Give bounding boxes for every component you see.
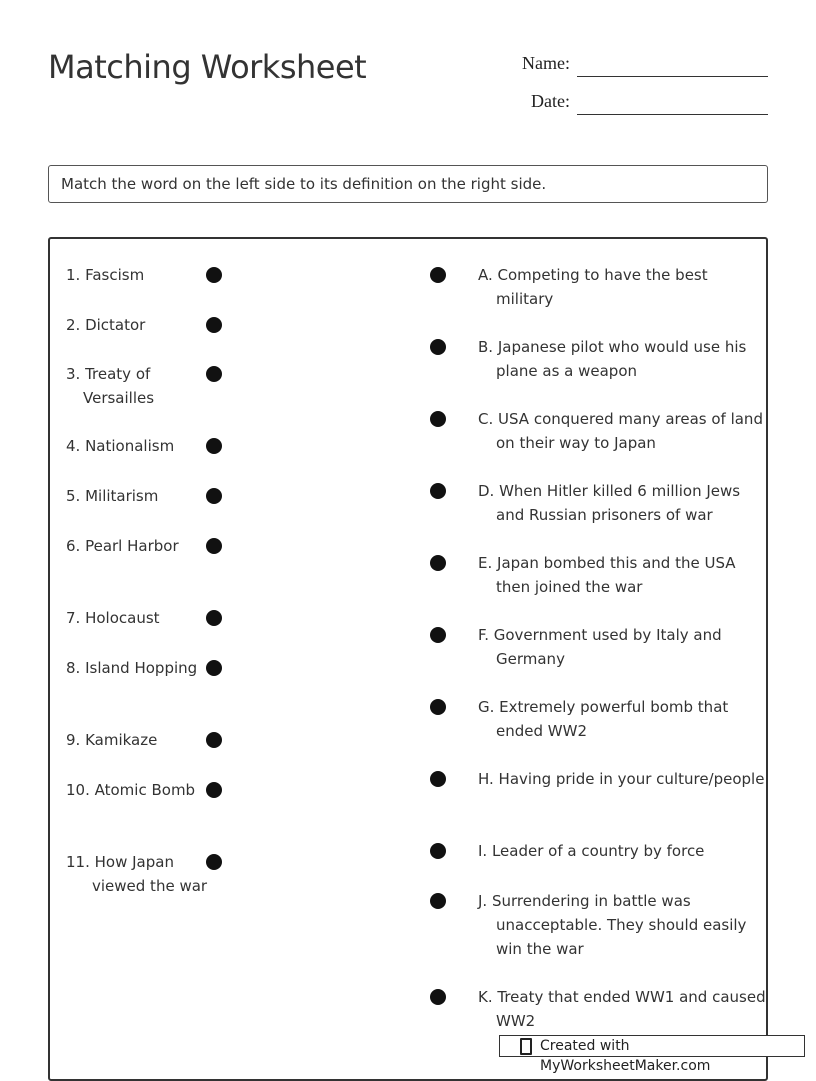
term-match-dot[interactable]: [206, 267, 222, 283]
date-label: Date:: [531, 91, 570, 111]
name-field[interactable]: [577, 76, 768, 77]
definition-match-dot[interactable]: [430, 699, 446, 715]
credit-badge[interactable]: [499, 1035, 805, 1074]
term-item: 2. Dictator: [66, 316, 146, 334]
definition-match-dot[interactable]: [430, 555, 446, 571]
term-item: 6. Pearl Harbor: [66, 537, 179, 555]
term-match-dot[interactable]: [206, 782, 222, 798]
definition-item: H. Having pride in your culture/people: [478, 770, 765, 788]
definition-item: D. When Hitler killed 6 million Jews and Russian prisoners of war: [478, 482, 741, 524]
term-item: 5. Militarism: [66, 487, 159, 505]
definition-match-dot[interactable]: [430, 411, 446, 427]
credit-text: Created with MyWorksheetMaker.com: [540, 1038, 711, 1074]
term-match-dot[interactable]: [206, 732, 222, 748]
logo-icon: [520, 1038, 532, 1055]
term-match-dot[interactable]: [206, 660, 222, 676]
definition-match-dot[interactable]: [430, 989, 446, 1005]
term-match-dot[interactable]: [206, 366, 222, 382]
term-item: 7. Holocaust: [66, 609, 160, 627]
definition-item: E. Japan bombed this and the USA then joined the war: [478, 554, 736, 596]
definition-match-dot[interactable]: [430, 893, 446, 909]
definition-match-dot[interactable]: [430, 771, 446, 787]
definition-item: J. Surrendering in battle was unacceptable. They should easily win the war: [478, 892, 747, 958]
term-match-dot[interactable]: [206, 854, 222, 870]
term-item: 9. Kamikaze: [66, 731, 158, 749]
definition-item: G. Extremely powerful bomb that ended WW2: [478, 698, 729, 740]
definition-match-dot[interactable]: [430, 339, 446, 355]
definition-item: C. USA conquered many areas of land on their way to Japan: [478, 410, 763, 452]
definition-match-dot[interactable]: [430, 483, 446, 499]
page-title: Matching Worksheet: [48, 48, 367, 86]
instructions: Match the word on the left side to its definition on the right side.: [48, 165, 768, 203]
definition-item: B. Japanese pilot who would use his plane as a weapon: [478, 338, 747, 380]
term-item: 10. Atomic Bomb: [66, 781, 196, 799]
name-label: Name:: [522, 53, 570, 73]
term-match-dot[interactable]: [206, 538, 222, 554]
term-match-dot[interactable]: [206, 610, 222, 626]
term-item: 3. Treaty of Versailles: [66, 365, 155, 407]
definition-item: K. Treaty that ended WW1 and caused WW2: [478, 988, 766, 1030]
term-item: 8. Island Hopping: [66, 659, 198, 677]
definition-item: I. Leader of a country by force: [478, 842, 705, 860]
term-match-dot[interactable]: [206, 488, 222, 504]
definition-match-dot[interactable]: [430, 627, 446, 643]
definition-item: F. Government used by Italy and Germany: [478, 626, 722, 668]
term-match-dot[interactable]: [206, 438, 222, 454]
term-item: 1. Fascism: [66, 266, 145, 284]
definition-item: A. Competing to have the best military: [478, 266, 708, 308]
term-item: 11. How Japan viewed the war: [66, 853, 208, 895]
definition-match-dot[interactable]: [430, 267, 446, 283]
definition-match-dot[interactable]: [430, 843, 446, 859]
date-field[interactable]: [577, 114, 768, 115]
term-item: 4. Nationalism: [66, 437, 175, 455]
term-match-dot[interactable]: [206, 317, 222, 333]
